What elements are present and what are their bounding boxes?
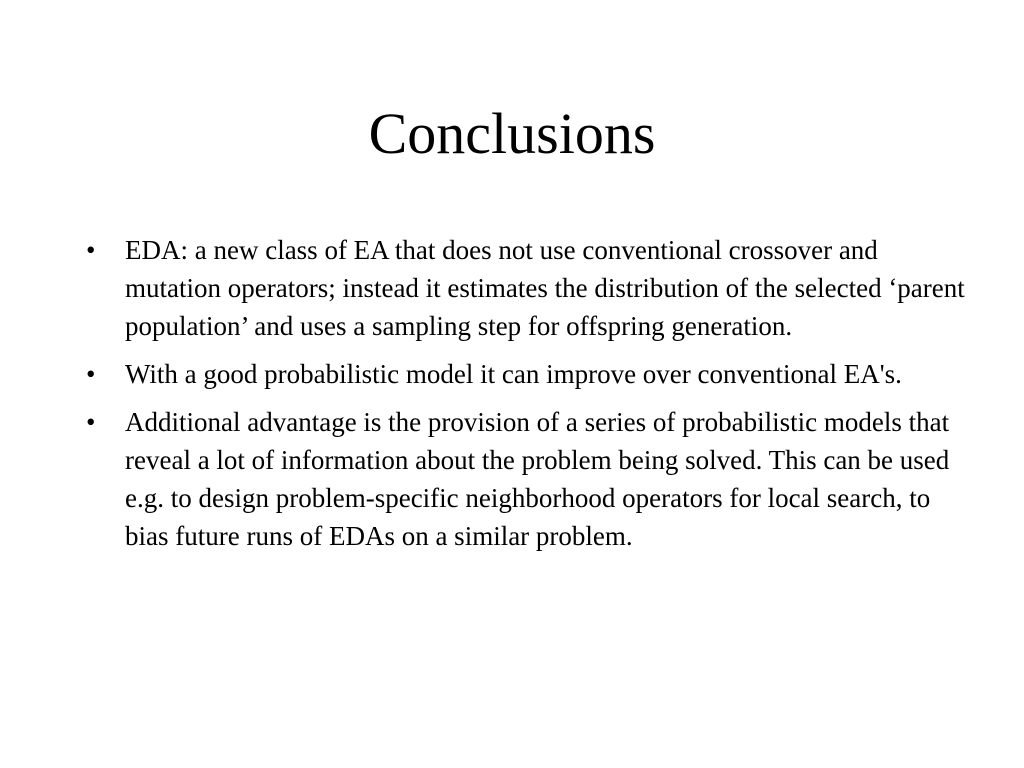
bullet-text: EDA: a new class of EA that does not use conventional crossover and mutation operators; instead it estimates the distribution of the selected ‘parent population’ and uses a sampling step for offspring generation.: [125, 235, 965, 341]
bullet-marker: •: [86, 235, 96, 265]
bullet-text: Additional advantage is the provision of a series of probabilistic models that reveal a lot of information about the problem being solved. This can be used e.g. to design problem-specific neighborhood operators for local search, to bias future runs of EDAs on a similar problem.: [125, 407, 950, 551]
bullet-text: With a good probabilistic model it can improve over conventional EA's.: [125, 359, 902, 389]
slide-title: Conclusions: [368, 101, 656, 166]
bullet-marker: •: [86, 359, 96, 389]
bullet-item: [85, 355, 965, 393]
bullet-item: [85, 403, 965, 555]
bullet-marker: •: [86, 407, 96, 437]
bullet-list: [85, 231, 965, 565]
bullet-item: [85, 231, 965, 345]
